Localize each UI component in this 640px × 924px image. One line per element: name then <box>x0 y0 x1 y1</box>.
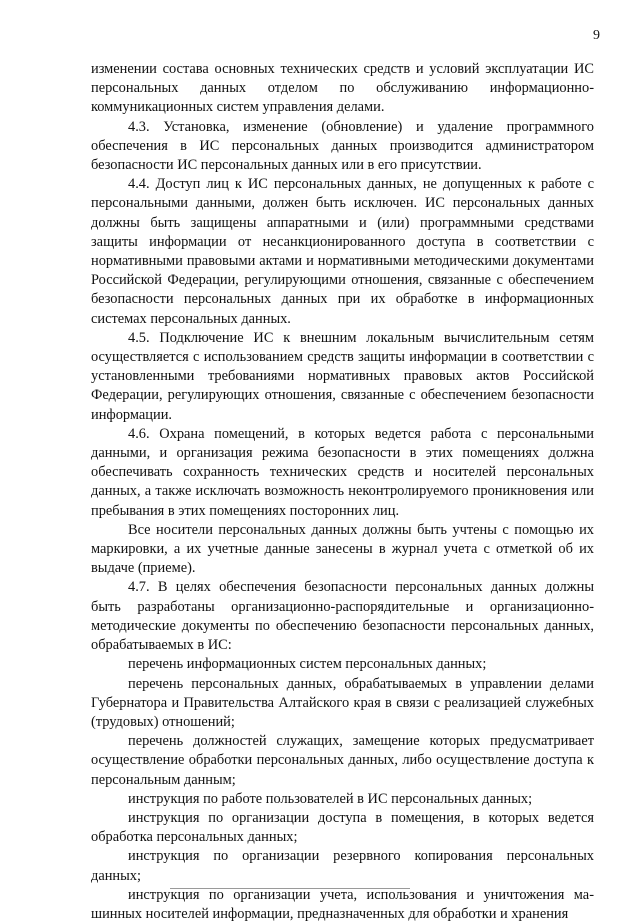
paragraph-4-3: 4.3. Установка, изменение (обновление) и удаление программного обеспечения в ИС персональных данных производится администратором безопасности ИС персональных данных или в его присутствии. <box>91 118 594 174</box>
list-item-positions-list: перечень должностей служащих, замещение которых предусматривает осуществление обработки персональных данных, либо осуществление доступа к персональным данным; <box>91 733 594 788</box>
list-item-media-instruction: инструкция по организации учета, использования и уничтожения машинных носителей информации, предназначенных для обработки и хранения <box>91 886 594 922</box>
list-item-access-instruction: инструкция по организации доступа в помещения, в которых ведется обработка персональных данных; <box>91 809 594 846</box>
bottom-divider <box>170 888 410 889</box>
paragraph-4-6: 4.6. Охрана помещений, в которых ведется работа с персональными данными, и организация режима безопасности в этих помещениях должна обеспечивать сохранность технических средств и носителей персональных данных, а также исключать возможность неконтролируемого проникновения или пребывания в этих помещениях посторонних лиц. <box>91 425 594 519</box>
page-number: 9 <box>593 28 600 43</box>
list-item-data-list: перечень персональных данных, обрабатываемых в управлении делами Губернатора и Правительства Алтайского края в связи с реализацией служебных (трудовых) отношений; <box>91 675 594 730</box>
paragraph-4-7: 4.7. В целях обеспечения безопасности персональных данных должны быть разработаны организационно-распорядительные и организационно-методические документы по обеспечению безопасности персональных данных, обрабатываемых в ИС: <box>91 579 594 654</box>
document-body <box>91 60 594 924</box>
list-item-backup-instruction: инструкция по организации резервного копирования персональных данных; <box>91 848 594 884</box>
paragraph-media-accounting: Все носители персональных данных должны быть учтены с помощью их маркировки, а их учетные данные занесены в журнал учета с отметкой об их выдаче (приеме). <box>91 521 594 577</box>
list-item-user-instruction: инструкция по работе пользователей в ИС персональных данных; <box>128 790 533 807</box>
paragraph-4-5: 4.5. Подключение ИС к внешним локальным вычислительным сетям осуществляется с использованием средств защиты информации в соответствии с установленными требованиями нормативных правовых актов Российской Федерации, регулирующих отношения, связанные с обеспечением безопасности информации. <box>91 329 594 423</box>
paragraph-4-4: 4.4. Доступ лиц к ИС персональных данных, не допущенных к работе с персональными данными, должен быть исключен. ИС персональных данных должны быть защищены аппаратными и (или) программными средствами защиты информации от несанкционированного доступа в соответствии с нормативными правовыми актами и нормативными методическими документами Российской Федерации, регулирующими отношения, связанные с обеспечением безопасности персональных данных при их обработке в информационных системах персональных данных. <box>91 176 594 327</box>
paragraph-continuation: изменении состава основных технических средств и условий эксплуатации ИС персональных данных отделом по обслуживанию информационно-коммуникационных систем управления делами. <box>91 61 594 116</box>
list-item-systems-list: перечень информационных систем персональных данных; <box>128 656 487 673</box>
